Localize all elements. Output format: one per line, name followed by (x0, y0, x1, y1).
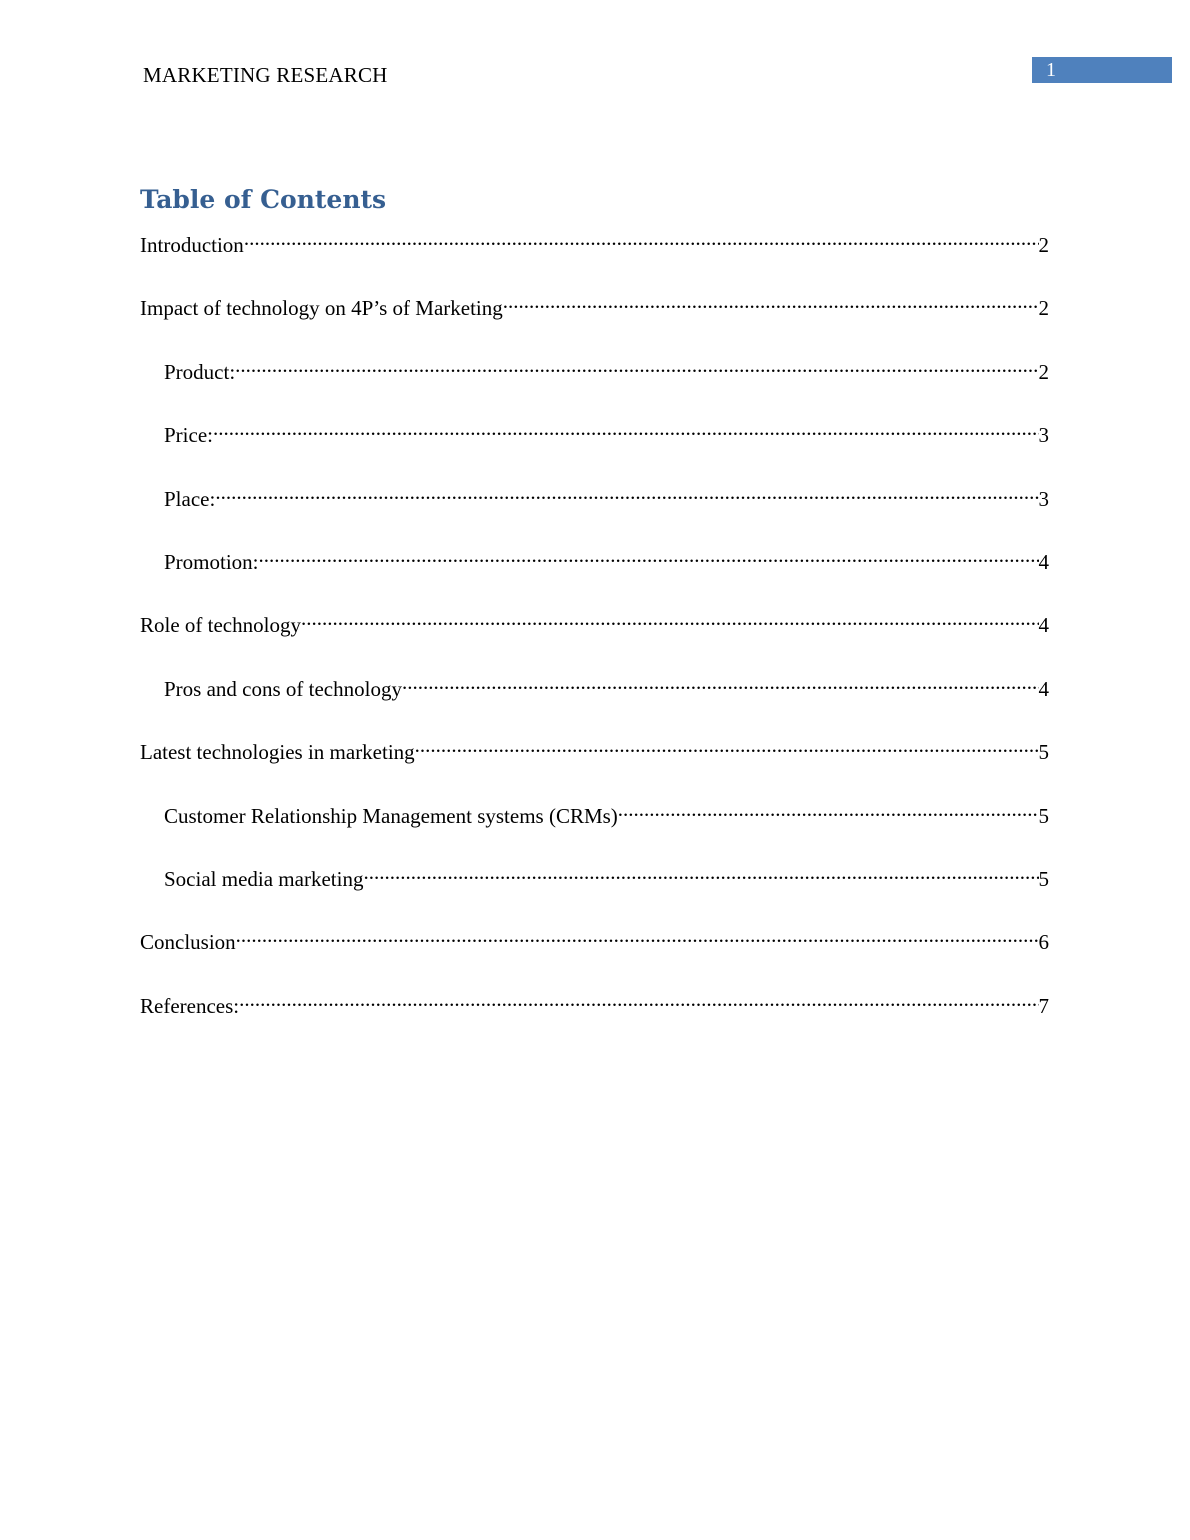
toc-heading: Table of Contents (140, 185, 387, 214)
toc-entry-title: Latest technologies in marketing (140, 740, 415, 764)
toc-entry-page: 2 (1038, 360, 1049, 384)
toc-entry-title: Promotion: (164, 550, 259, 574)
toc-dot-leader (236, 921, 1039, 949)
toc-entry[interactable] (140, 224, 1049, 257)
page-number: 1 (1046, 59, 1056, 81)
toc-dot-leader (618, 795, 1039, 823)
toc-entry-page: 6 (1038, 930, 1049, 954)
toc-dot-leader (235, 351, 1038, 379)
toc-entry[interactable] (164, 478, 1049, 511)
running-head: MARKETING RESEARCH (143, 63, 388, 87)
toc-entry-title: Impact of technology on 4P’s of Marketing (140, 296, 503, 320)
toc-entry-page: 5 (1038, 740, 1049, 764)
toc-entry[interactable] (140, 985, 1049, 1018)
toc-entry-title: Place: (164, 487, 216, 511)
toc-entry-page: 4 (1038, 613, 1049, 637)
toc-dot-leader (503, 287, 1039, 315)
toc-entry[interactable] (164, 795, 1049, 828)
toc-entry-title: Price: (164, 423, 213, 447)
toc-entry-page: 3 (1038, 487, 1049, 511)
toc-entry[interactable] (140, 287, 1049, 320)
toc-dot-leader (402, 668, 1039, 696)
toc-entry-page: 2 (1038, 296, 1049, 320)
toc-entry-title: Introduction (140, 233, 244, 257)
toc-entry-page: 5 (1038, 804, 1049, 828)
toc-entry-page: 2 (1038, 233, 1049, 257)
toc-entry-page: 7 (1038, 994, 1049, 1018)
toc-entry-page: 4 (1038, 677, 1049, 701)
toc-entry[interactable] (140, 604, 1049, 637)
toc-dot-leader (244, 224, 1039, 252)
toc-entry[interactable] (164, 541, 1049, 574)
toc-entry[interactable] (164, 858, 1049, 891)
toc-entry-title: Social media marketing (164, 867, 364, 891)
toc-dot-leader (301, 604, 1039, 632)
toc-dot-leader (259, 541, 1039, 569)
toc-entry-page: 3 (1038, 423, 1049, 447)
toc-dot-leader (215, 478, 1038, 506)
toc-dot-leader (213, 414, 1039, 442)
toc-entry[interactable] (164, 351, 1049, 384)
toc-dot-leader (363, 858, 1038, 886)
toc-entry[interactable] (140, 731, 1049, 764)
toc-entry-page: 5 (1038, 867, 1049, 891)
toc-entry-title: Pros and cons of technology (164, 677, 402, 701)
toc-entry-title: References: (140, 994, 240, 1018)
toc-entry-page: 4 (1038, 550, 1049, 574)
toc-dot-leader (239, 985, 1038, 1013)
toc-entry-title: Customer Relationship Management systems (CRMs) (164, 804, 618, 828)
toc-entry-title: Role of technology (140, 613, 301, 637)
toc-dot-leader (415, 731, 1039, 759)
toc-entry[interactable] (164, 414, 1049, 447)
toc-entry-title: Conclusion (140, 930, 236, 954)
toc-entry[interactable] (164, 668, 1049, 701)
toc-entry[interactable] (140, 921, 1049, 954)
toc-entry-title: Product: (164, 360, 236, 384)
